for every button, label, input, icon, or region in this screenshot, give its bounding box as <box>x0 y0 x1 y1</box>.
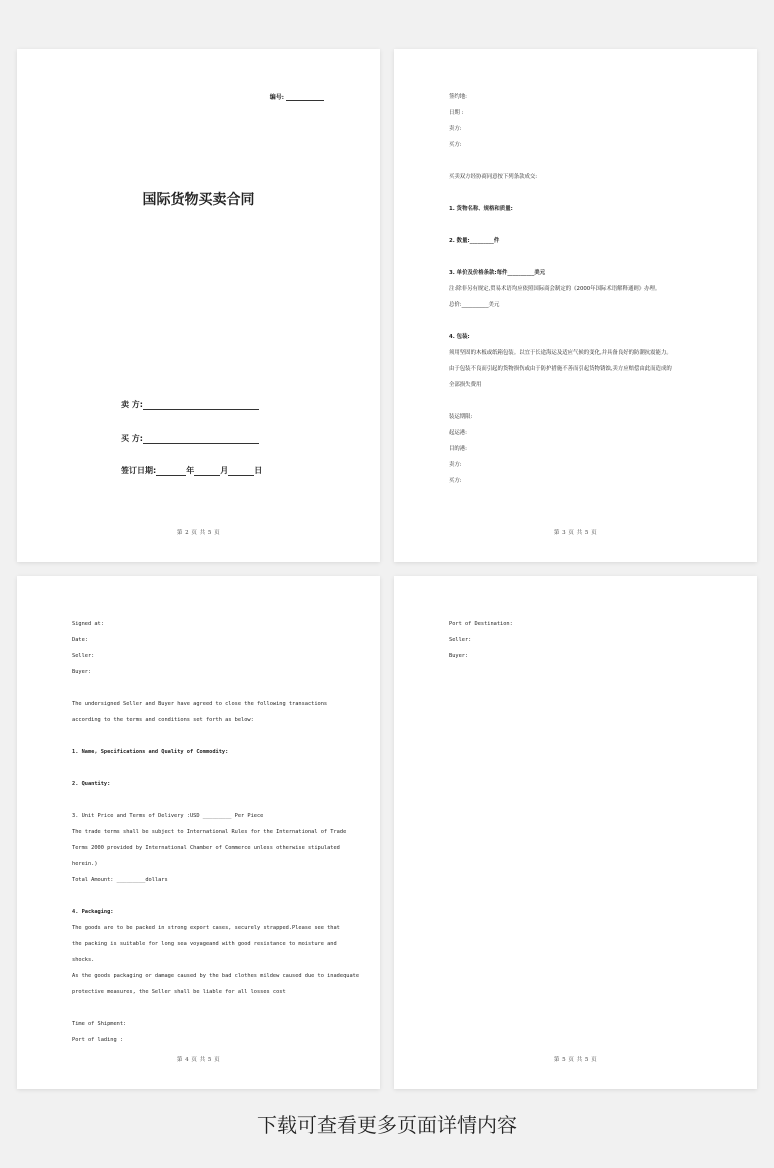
text-line: Port of lading : <box>72 1037 124 1043</box>
seller-label: 卖 方: <box>121 400 143 409</box>
text-line: the packing is suitable for long sea voyageand with good resistance to moisture and <box>72 941 337 947</box>
text-line: 买卖双方经协商同意按下列条款成交: <box>449 174 538 180</box>
blank-line <box>72 888 359 904</box>
seller-signature-line <box>121 399 259 410</box>
english-terms-continued <box>449 616 513 664</box>
blank-line <box>449 249 672 265</box>
text-line: Signed at: <box>72 621 104 627</box>
blank-line <box>449 217 672 233</box>
text-line: Time of Shipment: <box>72 1021 127 1027</box>
text-line: 1. Name, Specifications and Quality of Commodity: <box>72 749 229 755</box>
text-line: The trade terms shall be subject to International Rules for the International of Trade <box>72 829 347 835</box>
text-line: shocks. <box>72 957 95 963</box>
text-line: protective measures, the Seller shall be liable for all losses cost <box>72 989 286 995</box>
page-footer: 第 4 页 共 5 页 <box>176 1057 221 1063</box>
text-line: The goods are to be packed in strong export cases, securely strapped.Please see that <box>72 925 340 931</box>
download-caption: 下载可查看更多页面详情内容 <box>257 1113 517 1137</box>
text-line: 目的港: <box>449 446 467 452</box>
text-line: 3. 单价及价格条款:每件__________美元 <box>449 270 546 276</box>
text-line: 4. Packaging: <box>72 909 114 915</box>
text-line: Date: <box>72 637 88 643</box>
blank-line <box>449 185 672 201</box>
page-footer: 第 3 页 共 5 页 <box>553 530 598 536</box>
blank-line <box>72 680 359 696</box>
text-line: herein.) <box>72 861 98 867</box>
text-line: As the goods packaging or damage caused by the bad clothes mildew caused due to inadequate <box>72 973 360 979</box>
document-page-2 <box>17 49 380 562</box>
text-line: 起运港: <box>449 430 467 436</box>
blank-line <box>449 393 672 409</box>
text-line: The undersigned Seller and Buyer have agreed to close the following transactions <box>72 701 328 707</box>
text-line: 注:除非另有规定,贸易术语均应依照国际商会制定的《2000年国际术语解释通则》办理。 <box>449 286 661 292</box>
text-line: 卖方: <box>449 462 462 468</box>
seller-blank <box>143 401 259 410</box>
text-line: according to the terms and conditions set forth as below: <box>72 717 254 723</box>
text-line: 全部损失费用 <box>449 382 482 388</box>
text-line: 签约地: <box>449 94 467 100</box>
text-line: 买方: <box>449 478 462 484</box>
sign-date-line <box>121 465 262 476</box>
text-line: 2. Quantity: <box>72 781 111 787</box>
text-line: 4. 包装: <box>449 334 470 340</box>
text-line: Seller: <box>72 653 95 659</box>
blank-line <box>72 760 359 776</box>
text-line: 装运期限: <box>449 414 473 420</box>
text-line: 日期 : <box>449 110 464 116</box>
page-footer: 第 2 页 共 5 页 <box>176 530 221 536</box>
text-line: Terms 2000 provided by International Chamber of Commerce unless otherwise stipulated <box>72 845 340 851</box>
text-line: 1. 货物名称、规格和质量: <box>449 206 513 212</box>
date-label: 签订日期: <box>121 466 157 475</box>
blank-line <box>72 1000 359 1016</box>
text-line: Seller: <box>449 637 472 643</box>
doc-number <box>270 92 324 101</box>
blank-line <box>72 792 359 808</box>
text-line: 由于包装不良而引起的货物损伤或由于防护措施不善而引起货物锈蚀,卖方应赔偿由此而造成的 <box>449 366 672 372</box>
text-line: Total Amount: _________dollars <box>72 877 168 883</box>
text-line: 卖方: <box>449 126 462 132</box>
blank-line <box>72 728 359 744</box>
text-line: Port of Destination: <box>449 621 513 627</box>
text-line: Buyer: <box>72 669 92 675</box>
contract-title: 国际货物买卖合同 <box>142 192 255 208</box>
document-page-3 <box>394 49 757 562</box>
doc-number-label: 编号: <box>269 94 284 101</box>
text-line: 须用坚固的木板或纸箱包装。以宜于长途海运及适应气候的变化,并具备良好的防潮抗震能力。 <box>449 350 672 356</box>
chinese-terms <box>449 89 672 489</box>
blank-line <box>449 313 672 329</box>
text-line: 3. Unit Price and Terms of Delivery :USD _________ Per Piece <box>72 813 264 819</box>
page-footer: 第 5 页 共 5 页 <box>553 1057 598 1063</box>
english-terms <box>72 616 359 1048</box>
month-label: 月 <box>220 466 229 475</box>
buyer-signature-line <box>121 433 259 444</box>
document-page-5 <box>394 576 757 1089</box>
text-line: 2. 数量:_________件 <box>449 238 500 244</box>
document-page-4 <box>17 576 380 1089</box>
year-label: 年 <box>186 466 195 475</box>
buyer-blank <box>143 435 259 444</box>
text-line: 买方: <box>449 142 462 148</box>
blank-line <box>449 153 672 169</box>
doc-number-blank <box>286 94 324 101</box>
buyer-label: 买 方: <box>121 434 143 443</box>
day-label: 日 <box>254 466 263 475</box>
text-line: 总价:__________美元 <box>449 302 500 308</box>
text-line: Buyer: <box>449 653 469 659</box>
